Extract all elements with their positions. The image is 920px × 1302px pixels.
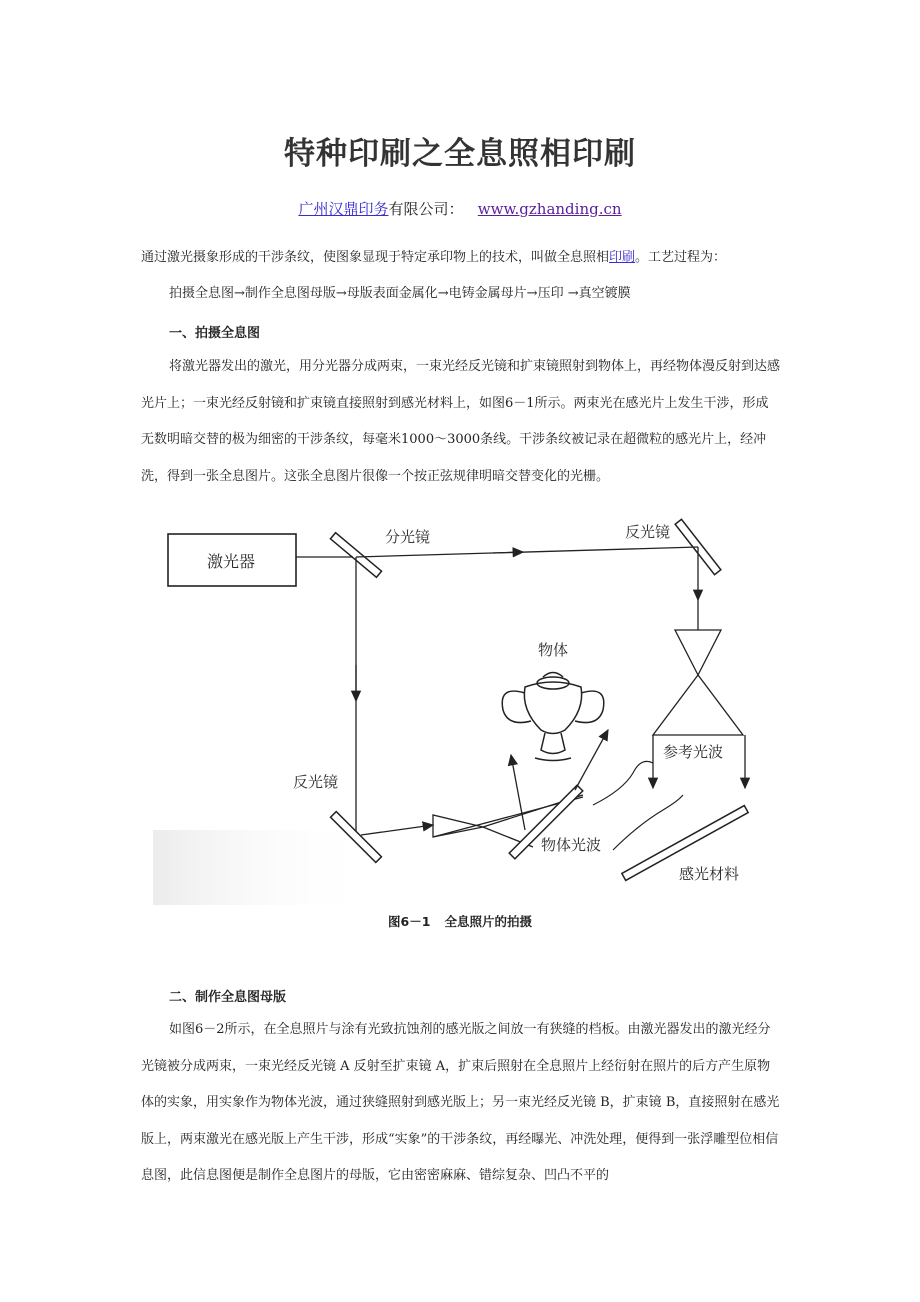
- hologram-diagram: [153, 505, 778, 905]
- photosensitive-label: 感光材料: [679, 865, 740, 883]
- print-link[interactable]: 印刷: [609, 250, 636, 265]
- figure-caption: [0, 912, 920, 930]
- company-name-rest: 有限公司：: [388, 200, 464, 218]
- section1-heading: 一、拍摄全息图: [169, 326, 261, 341]
- company-line: [0, 198, 920, 219]
- company-url-link[interactable]: www.gzhanding.cn: [477, 200, 622, 218]
- section1-paragraph: 将激光器发出的激光，用分光器分成两束，一束光经反光镜和扩束镜照射到物体上，再经物体漫反射到达感光片上；一束光经反射镜和扩束镜直接照射到感光材料上，如图6－1所示。两束光在感光片上发生干涉，形成无数明暗交替的极为细密的干涉条纹，每毫米1000～3000条线。干涉条纹被记录在超微粒的感光片上，经冲洗，得到一张全息图片。这张全息图片很像一个按正弦规律明暗交替变化的光栅。: [141, 359, 781, 484]
- vase-object: [502, 673, 604, 761]
- intro-text-end: 。工艺过程为：: [635, 250, 727, 265]
- top-mirror-label: 反光镜: [625, 523, 671, 541]
- object-label: 物体: [538, 641, 569, 659]
- figure-number: 图6－1: [388, 914, 431, 929]
- left-mirror-label: 反光镜: [293, 773, 339, 791]
- process-paragraph: 拍摄全息图→制作全息图母版→母版表面金属化→电铸金属母片→压印 →真空镀膜: [169, 286, 631, 301]
- reference-wave-label: 参考光波: [663, 743, 724, 761]
- section2-paragraph: 如图6－2所示，在全息照片与涂有光致抗蚀剂的感光版之间放一有狭缝的档板。由激光器发出的激光经分光镜被分成两束，一束光经反光镜 A 反射至扩束镜 A，扩束后照射在全息照片上经衍射在照片的后方产生原物体的实象，用实象作为物体光波，通过狭缝照射到感光版上；另一束光经反光镜 B，扩束镜 B，直接照射在感光版上，两束激光在感光版上产生干涉，形成“实象”的干涉条纹，再经曝光、冲洗处理，便得到一张浮雕型位相信息图，此信息图便是制作全息图片的母版，它由密密麻麻、错综复杂、凹凸不平的: [141, 1022, 780, 1183]
- figure-caption-text: 全息照片的拍摄: [444, 914, 532, 929]
- page-title: 特种印刷之全息照相印刷: [284, 136, 636, 172]
- intro-text: 通过激光摄象形成的干涉条纹，使图象显现于特定承印物上的技术，叫做全息照相: [141, 250, 610, 265]
- section2-heading: 二、制作全息图母版: [169, 990, 287, 1005]
- company-name-link[interactable]: 广州汉鼎印务: [298, 200, 389, 218]
- object-wave-label: 物体光波: [541, 836, 602, 854]
- intro-paragraph: [141, 240, 781, 277]
- splitter-label: 分光镜: [385, 528, 431, 546]
- laser-label: 激光器: [206, 552, 256, 571]
